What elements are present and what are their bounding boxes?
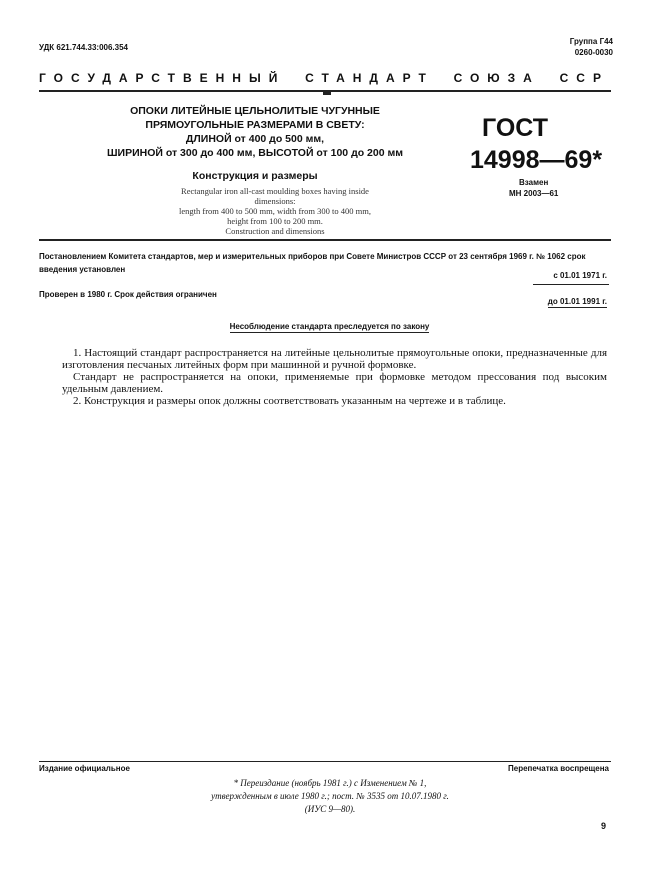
reissue-note-line-3: (ИУС 9—80). xyxy=(304,804,356,814)
body-text xyxy=(62,347,607,407)
official-edition: Издание официальное xyxy=(39,764,130,773)
banner-word-3: СОЮЗА xyxy=(453,71,540,85)
english-title-line-3: height from 100 to 200 mm. xyxy=(227,216,323,226)
effective-date-underline xyxy=(533,284,609,285)
group-line-2: 0260-0030 xyxy=(574,48,613,57)
bottom-rule xyxy=(39,761,611,762)
gost-label: ГОСТ xyxy=(482,114,548,142)
law-notice-text: Несоблюдение стандарта преследуется по закону xyxy=(229,322,430,331)
rule-mark xyxy=(323,92,331,95)
law-notice xyxy=(0,322,659,331)
paragraph-2: Стандарт не распространяется на опоки, применяемые при формовке методом прессования под высоким удельным давлением. xyxy=(62,371,607,395)
paragraph-3: 2. Конструкция и размеры опок должны соответствовать указанным на чертеже и в таблице. xyxy=(73,395,506,407)
replace-label: Взамен xyxy=(519,178,549,187)
reissue-note-line-2: утвержденным в июле 1980 г.; пост. № 3535 от 10.07.1980 г. xyxy=(211,791,449,801)
title-line-4: ШИРИНОЙ от 300 до 400 мм, ВЫСОТОЙ от 100 до 200 мм xyxy=(106,147,404,159)
effective-date: с 01.01 1971 г. xyxy=(553,271,607,280)
replaces-block xyxy=(509,177,558,199)
english-title-line-2: length from 400 to 500 mm, width from 300 to 400 mm, xyxy=(179,206,371,216)
reissue-note xyxy=(170,777,490,816)
banner-word-1: ГОСУДАРСТВЕННЫЙ xyxy=(39,71,286,85)
english-title-line-4: Construction and dimensions xyxy=(225,226,325,236)
document-title xyxy=(90,104,420,160)
english-title-line-1: Rectangular iron all-cast moulding boxes having inside dimensions: xyxy=(181,186,369,206)
title-line-3: ДЛИНОЙ от 400 до 500 мм, xyxy=(185,133,325,145)
banner-word-4: ССР xyxy=(559,71,609,85)
document-subtitle: Конструкция и размеры xyxy=(192,170,318,182)
group-code xyxy=(570,36,613,58)
decree-text: Постановлением Комитета стандартов, мер и измерительных приборов при Совете Министров СССР от 23 сентября 1969 г. № 1062 срок введения установлен xyxy=(39,252,586,274)
page-number: 9 xyxy=(600,821,606,831)
paragraph-1: 1. Настоящий стандарт распространяется на литейные цельнолитые прямоугольные опоки, предназначенные для изготовления песчаных литейных форм при машинной и ручной формовке. xyxy=(62,347,607,371)
banner-word-2: СТАНДАРТ xyxy=(305,71,434,85)
checked-note: Проверен в 1980 г. Срок действия ограничен xyxy=(39,290,217,299)
udk-code: УДК 621.744.33:006.354 xyxy=(39,43,128,52)
expiry-date: до 01.01 1991 г. xyxy=(547,297,607,306)
standard-banner xyxy=(39,71,609,85)
gost-number: 14998—69* xyxy=(470,146,603,174)
english-title xyxy=(160,186,390,236)
replace-value: МН 2003—61 xyxy=(509,189,559,198)
title-line-2: ПРЯМОУГОЛЬНЫЕ РАЗМЕРАМИ В СВЕТУ: xyxy=(145,119,365,131)
group-line-1: Группа Г44 xyxy=(569,37,613,46)
gost-designation xyxy=(470,112,603,176)
title-line-1: ОПОКИ ЛИТЕЙНЫЕ ЦЕЛЬНОЛИТЫЕ ЧУГУННЫЕ xyxy=(130,105,380,117)
middle-rule xyxy=(39,239,611,241)
reissue-note-line-1: * Переиздание (ноябрь 1981 г.) с Изменением № 1, xyxy=(233,778,427,788)
reprint-prohibited: Перепечатка воспрещена xyxy=(508,764,609,773)
